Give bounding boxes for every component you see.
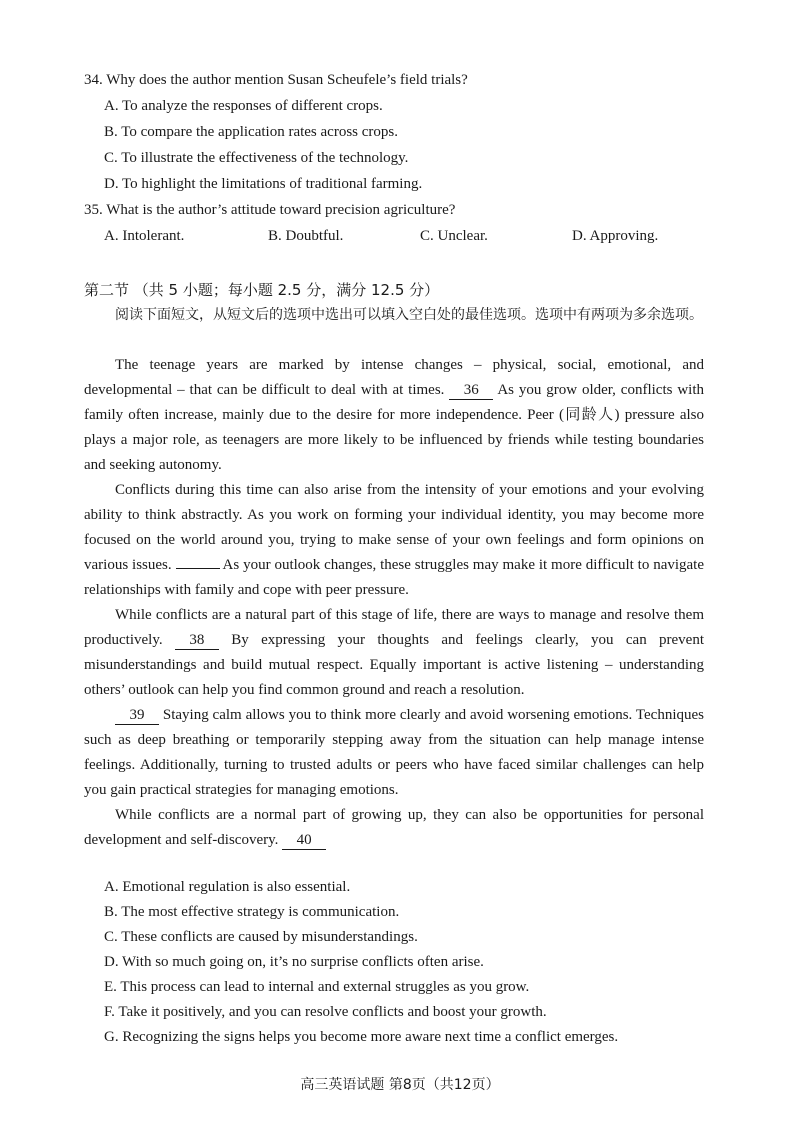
blank-38: 38 [175,632,219,650]
question-35-option-b: B. Doubtful. [268,228,344,244]
question-35-stem: 35. What is the author’s attitude toward precision agriculture? [84,202,456,218]
paragraph-3-text-b: By expressing your thoughts and feelings clearly, you can prevent misunderstandings and build mutual respect. Equally important is active listening – understanding others’ outlook can help you find common ground and reach a resolution. [84,632,705,698]
blank-39: 39 [115,707,159,725]
choice-g: G. Recognizing the signs helps you become more aware next time a conflict emerges. [104,1029,619,1045]
page-footer: 高三英语试题 第8页（共12页） [300,1077,500,1093]
choice-f: F. Take it positively, and you can resolve conflicts and boost your growth. [104,1004,547,1020]
paragraph-3-text-a: While conflicts are a natural part of this stage of life, there are ways to manage and resolve them productively. [84,607,704,648]
question-34-option-c: C. To illustrate the effectiveness of the technology. [104,150,409,166]
section-instruction: 阅读下面短文，从短文后的选项中选出可以填入空白处的最佳选项。选项中有两项为多余选项。 [115,307,703,323]
choice-d: D. With so much going on, it’s no surprise conflicts often arise. [104,954,484,970]
paragraph-4-text: Staying calm allows you to think more clearly and avoid worsening emotions. Techniques such as deep breathing or temporarily stepping away from the situation can help manage intense feelings. Additionally, turning to trusted adults or peers who have faced similar challenges can help you gain practical strategies for managing emotions. [84,707,704,798]
paragraph-2-text-b: As your outlook changes, these struggles may make it more difficult to navigate relationships with family and cope with peer pressure. [84,557,705,598]
paragraph-5-text: While conflicts are a normal part of growing up, they can also be opportunities for personal development and self-discovery. [84,807,704,848]
choice-e: E. This process can lead to internal and external struggles as you grow. [104,979,530,995]
passage-paragraph-3 [84,603,704,703]
question-35-option-d: D. Approving. [572,228,659,244]
question-35-option-c: C. Unclear. [420,228,488,244]
question-35-option-a: A. Intolerant. [104,228,185,244]
question-34-stem: 34. Why does the author mention Susan Scheufele’s field trials? [84,72,468,88]
blank-37 [176,568,220,569]
choice-a: A. Emotional regulation is also essential. [104,879,351,895]
passage-paragraph-2 [84,478,704,603]
paragraph-1-text-a: The teenage years are marked by intense changes – physical, social, emotional, and developmental – that can be difficult to deal with at times. [84,357,704,398]
paragraph-1-text-b: As you grow older, conflicts with family often increase, mainly due to the desire for more independence. Peer (同龄人) pressure also plays a major role, as teenagers are more likely to be influenced by friends while testing boundaries and seeking autonomy. [84,382,704,473]
passage-paragraph-5 [84,803,704,853]
passage-paragraph-1 [84,353,704,478]
question-34-option-a: A. To analyze the responses of different crops. [104,98,383,114]
question-34-option-d: D. To highlight the limitations of traditional farming. [104,176,423,192]
choice-b: B. The most effective strategy is communication. [104,904,400,920]
passage-paragraph-4 [84,703,704,803]
paragraph-2-text-a: Conflicts during this time can also arise from the intensity of your emotions and your evolving ability to think abstractly. As you work on forming your individual identity, you may become more focused on the world around you, trying to make sense of your own feelings and form opinions on various issues. [84,482,704,573]
blank-36: 36 [449,382,493,400]
question-34-option-b: B. To compare the application rates across crops. [104,124,398,140]
blank-40: 40 [282,832,326,850]
section-heading: 第二节 （共 5 小题；每小题 2.5 分，满分 12.5 分） [84,281,440,299]
choice-c: C. These conflicts are caused by misunderstandings. [104,929,418,945]
